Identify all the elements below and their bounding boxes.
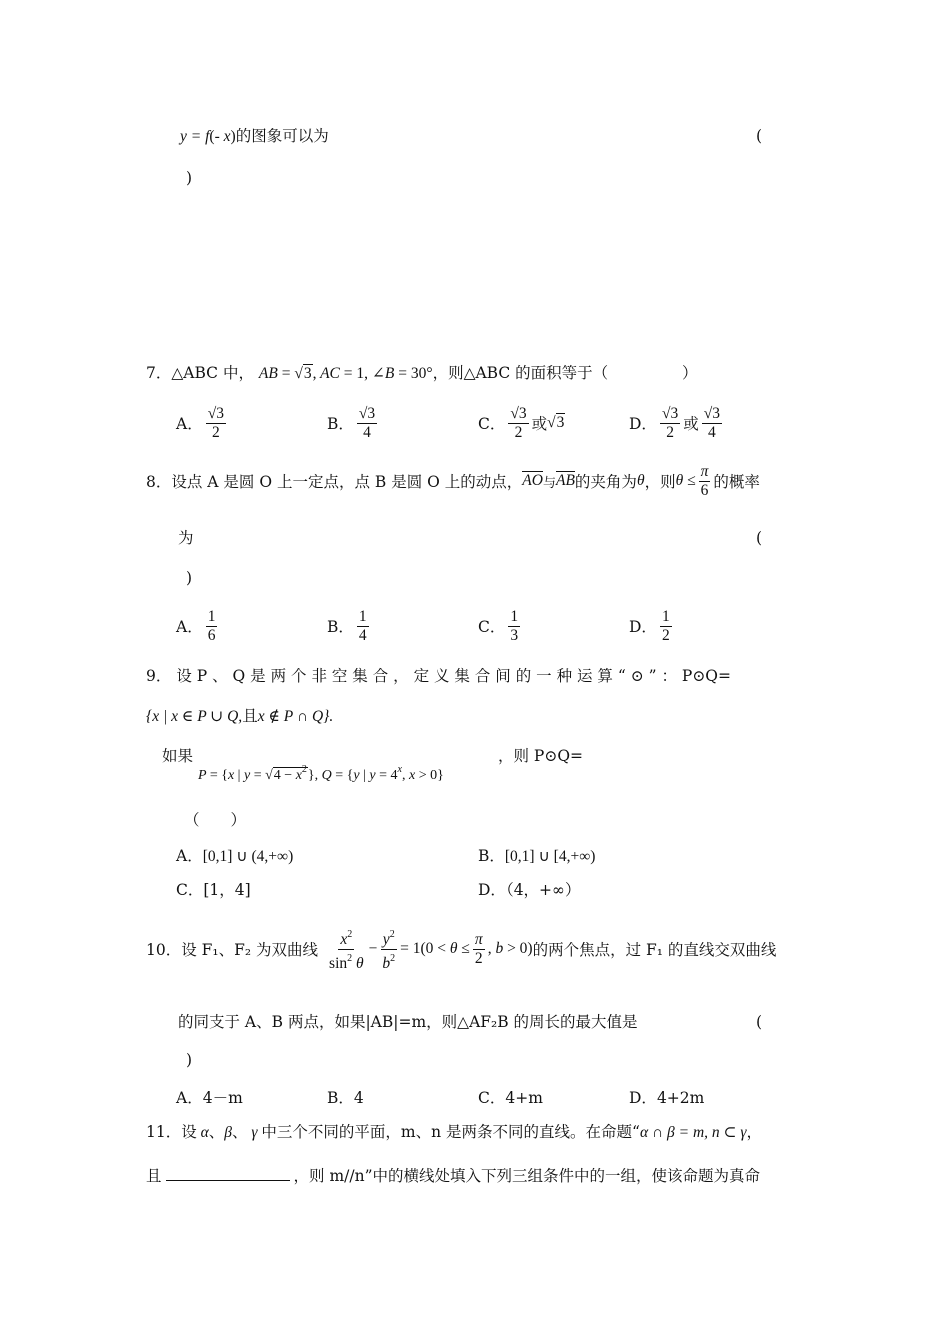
q11-planes: α、β、 γ: [196, 1124, 262, 1141]
q7-stem: [146, 363, 608, 384]
q9-line3-lead: 如果: [162, 747, 194, 765]
q8-option-d: D． $\frac{1}{2}$: [629, 607, 670, 644]
q7-number: 7．: [146, 364, 172, 382]
q9-option-b: B．[0,1] ∪ [4,+∞): [478, 847, 596, 865]
q8-option-a: A． $\frac{1}{6}$: [176, 607, 216, 644]
q8-paren-open: (: [756, 529, 763, 547]
q10-formula: $\frac{x^2}{\sin^2 \theta}$ − $\frac{y^2}{b^2}$ = 1(0 < θ ≤ $\frac{\pi}{2}$ , b > 0): [324, 926, 533, 973]
q6-text: 的图象可以为: [235, 127, 329, 145]
q9-option-a: A．[0,1] ∪ (4,+∞): [176, 847, 294, 865]
q9-line3-tail: ，则 P⊙Q=: [498, 747, 584, 765]
q10-paren-open: (: [756, 1013, 763, 1031]
q10-line2: 的同支于 A、B 两点，如果|AB|=m，则△AF₂B 的周长的最大值是: [178, 1013, 638, 1031]
q9-paren: （ ）: [184, 811, 247, 829]
q8-paren-close: ): [186, 569, 193, 587]
q11-blank: [166, 1164, 290, 1181]
q8-stem: 8． 设点 A 是圆 O 上一定点，点 B 是圆 O 上的动点， AO 与 AB 的夹角为 θ ，则 θ ≤ $\frac{\pi}{6}$ 的概率: [146, 462, 760, 499]
q7-option-d: D． $\frac{√3}{2}$ 或 $\frac{√3}{4}$: [629, 404, 720, 441]
q7-text-before: △ABC 中，: [171, 364, 254, 382]
q10-option-a: A．4－m: [176, 1089, 243, 1107]
q7-option-b-frac: $\frac{√3}{4}$: [358, 404, 376, 441]
q10-stem: 10． 设 F₁、F₂ 为双曲线 $\frac{x^2}{\sin^2 \theta}$ − $\frac{y^2}{b^2}$ = 1(0 < θ ≤ $\frac{\pi}{2}$ , b > 0) 的两个焦点，过 F₁ 的直线交双曲线: [146, 926, 776, 972]
q11-line1: 11．设 α、β、 γ 中三个不同的平面，m、n 是两条不同的直线。在命题“α ∩ β = m, n ⊂ γ，: [146, 1123, 763, 1141]
q7-condition: AB = √3, AC = 1, ∠B = 30°: [258, 365, 433, 382]
q10-option-b: B．4: [327, 1089, 364, 1107]
q10-paren-close: ): [186, 1051, 193, 1069]
q6-formula: y = f(- x): [180, 128, 236, 145]
q9-line3-formula: P = {x | $y = √4 - x^2$}, Q = {y | $y = 4^x$, x > 0}: [198, 764, 444, 783]
q9-line2: {x | x ∈ P ∪ Q,且x ∉ P ∩ Q}.: [146, 707, 334, 725]
q7-text-after: ，则△ABC 的面积等于（: [432, 364, 609, 382]
q7-option-b: B． $\frac{√3}{4}$: [327, 404, 376, 441]
q11-line2: 且 ，则 m//n”中的横线处填入下列三组条件中的一组，使该命题为真命: [146, 1164, 760, 1186]
q8-vector-ao: AO: [522, 472, 543, 489]
q7-option-c: C． $\frac{√3}{2}$ 或 √3: [478, 404, 565, 441]
q6-paren-open: (: [756, 127, 763, 145]
q9-option-d: D．（4，+∞）: [478, 881, 581, 899]
q6-line: [180, 126, 329, 147]
q7-option-a: A． $\frac{√3}{2}$: [176, 404, 224, 441]
q8-line2: 为: [178, 529, 194, 547]
q8-pi-over-6: $\frac{\pi}{6}$: [700, 462, 709, 499]
q8-option-b: B． $\frac{1}{4}$: [327, 607, 367, 644]
q9-option-c: C．[1，4]: [176, 881, 251, 899]
q10-option-c: C．4+m: [478, 1089, 543, 1107]
q6-paren-close: ): [186, 169, 193, 187]
q8-vector-ab: AB: [555, 472, 575, 489]
q9-line1: 9． 设 P 、 Q 是 两 个 非 空 集 合 ， 定 义 集 合 间 的 一 种 运 算 “ ⊙ ” ： P⊙Q=: [146, 667, 731, 685]
q8-option-c: C． $\frac{1}{3}$: [478, 607, 519, 644]
q11-formula: α ∩ β = m, n ⊂ γ: [639, 1124, 747, 1141]
q7-paren-close: ）: [682, 364, 698, 382]
q7-option-a-frac: $\frac{√3}{2}$: [207, 404, 224, 441]
q10-option-d: D．4+2m: [629, 1089, 705, 1107]
